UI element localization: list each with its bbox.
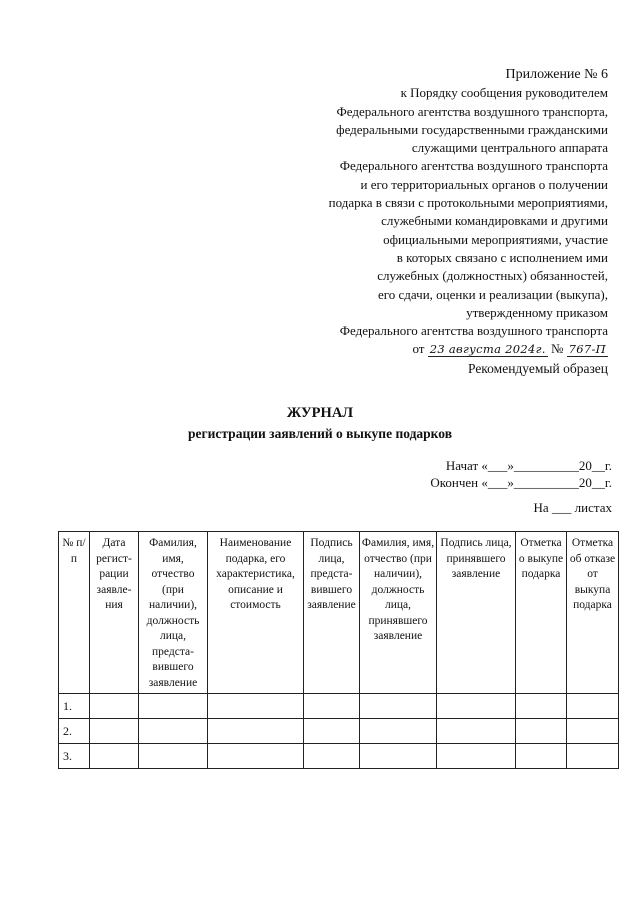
table-cell xyxy=(437,694,516,719)
column-header-receiver-signature: Подпись лица, принявшего заявление xyxy=(437,532,516,694)
table-cell: 3. xyxy=(59,744,90,769)
appendix-line: утвержденному приказом xyxy=(466,304,608,320)
appendix-line: к Порядку сообщения руководителем xyxy=(400,85,608,101)
table-cell xyxy=(304,694,360,719)
column-header-refusal-mark: Отметка об отказе от выкупа подарка xyxy=(567,532,619,694)
table-cell: 1. xyxy=(59,694,90,719)
table-header-row xyxy=(59,532,619,694)
journal-subtitle: регистрации заявлений о выкупе подарков xyxy=(187,426,452,441)
table-cell xyxy=(360,719,437,744)
table-cell xyxy=(516,694,567,719)
table-cell xyxy=(208,694,304,719)
table-cell xyxy=(516,719,567,744)
appendix-line: официальными мероприятиями, участие xyxy=(383,231,608,247)
appendix-line: служащими центрального аппарата xyxy=(411,140,608,156)
table-cell xyxy=(516,744,567,769)
period-ended: Окончен «___»__________20__г. xyxy=(430,475,612,490)
period-started: Начат «___»__________20__г. xyxy=(445,458,612,473)
table-cell xyxy=(567,694,619,719)
table-cell xyxy=(139,719,208,744)
table-cell: 2. xyxy=(59,719,90,744)
table-row xyxy=(59,744,619,769)
table-cell xyxy=(304,719,360,744)
appendix-line: федеральными государственными гражданскими xyxy=(336,121,608,137)
appendix-line: Федерального агентства воздушного транспорта xyxy=(339,158,608,174)
appendix-line: служебных (должностных) обязанностей, xyxy=(377,268,608,284)
approval-number-handwritten: 767-П xyxy=(568,342,606,357)
appendix-line: в которых связано с исполнением ими xyxy=(396,249,608,265)
appendix-line: его сдачи, оценки и реализации (выкупа), xyxy=(378,286,608,302)
table-cell xyxy=(90,744,139,769)
table-cell xyxy=(567,719,619,744)
table-cell xyxy=(437,719,516,744)
approval-prefix: от xyxy=(412,341,425,357)
table-cell xyxy=(437,744,516,769)
table-cell xyxy=(567,744,619,769)
column-header-receiver-name: Фамилия, имя, отчество (при наличии), должность лица, принявшего заявление xyxy=(360,532,437,694)
appendix-line: Федерального агентства воздушного транспорта xyxy=(339,323,608,339)
journal-period xyxy=(372,457,612,491)
approval-number-label: № xyxy=(550,341,564,357)
table-cell xyxy=(360,694,437,719)
table-cell xyxy=(139,694,208,719)
column-header-buyout-mark: Отметка о выкупе подарка xyxy=(516,532,567,694)
table-row xyxy=(59,719,619,744)
appendix-line: служебными командировками и другими xyxy=(381,213,608,229)
appendix-line: подарка в связи с протокольными мероприятиями, xyxy=(328,195,608,211)
table-cell xyxy=(139,744,208,769)
approval-line xyxy=(248,340,608,358)
appendix-line: Федерального агентства воздушного транспорта, xyxy=(336,103,608,119)
table-cell xyxy=(90,719,139,744)
table-cell xyxy=(208,719,304,744)
column-header-applicant-signature: Подпись лица, предста-вившего заявление xyxy=(304,532,360,694)
approval-date-handwritten: 23 августа 2024г. xyxy=(429,342,546,357)
table-cell xyxy=(304,744,360,769)
column-header-registration-date: Дата регист-рации заявле-ния xyxy=(90,532,139,694)
table-cell xyxy=(208,744,304,769)
table-cell xyxy=(90,694,139,719)
column-header-number: № п/п xyxy=(59,532,90,694)
appendix-line: и его территориальных органов о получении xyxy=(360,176,608,192)
appendix-block xyxy=(248,66,608,359)
table-row xyxy=(59,694,619,719)
column-header-gift-description: Наименование подарка, его характеристика, описание и стоимость xyxy=(208,532,304,694)
journal-title: ЖУРНАЛ xyxy=(286,405,354,421)
sheet-count: На ___ листах xyxy=(533,500,612,515)
appendix-heading: Приложение № 6 xyxy=(505,67,608,82)
sample-label: Рекомендуемый образец xyxy=(467,361,608,376)
table-cell xyxy=(360,744,437,769)
journal-table xyxy=(58,531,619,769)
column-header-applicant-name: Фамилия, имя, отчество (при наличии), должность лица, предста-вившего заявление xyxy=(139,532,208,694)
